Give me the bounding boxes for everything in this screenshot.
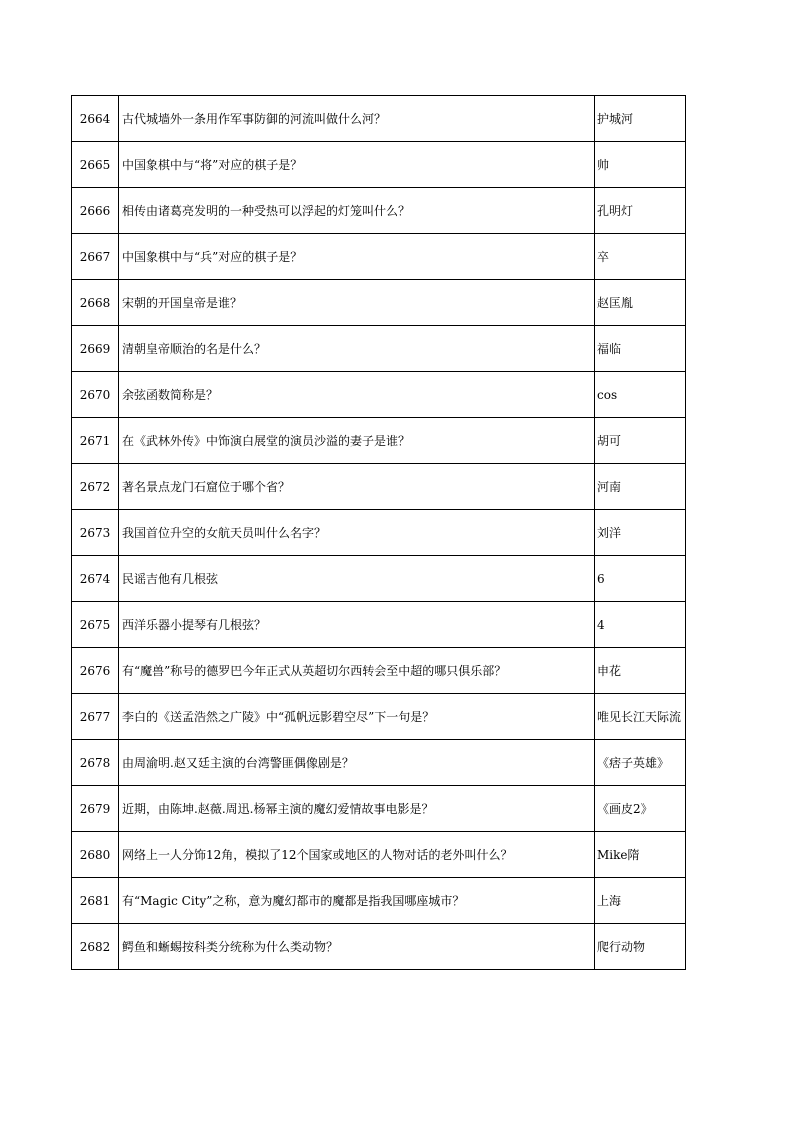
table-row [72,188,686,234]
question-cell: 有“魔兽”称号的德罗巴今年正式从英超切尔西转会至中超的哪只俱乐部？ [119,648,595,694]
row-number: 2681 [72,878,119,924]
question-cell: 在《武林外传》中饰演白展堂的演员沙溢的妻子是谁？ [119,418,595,464]
answer-cell: 胡可 [595,418,686,464]
table-row [72,96,686,142]
row-number: 2666 [72,188,119,234]
row-number: 2671 [72,418,119,464]
table-row [72,878,686,924]
question-cell: 西洋乐器小提琴有几根弦？ [119,602,595,648]
row-number: 2672 [72,464,119,510]
question-cell: 李白的《送孟浩然之广陵》中“孤帆远影碧空尽”下一句是？ [119,694,595,740]
answer-cell: 上海 [595,878,686,924]
row-number: 2678 [72,740,119,786]
row-number: 2679 [72,786,119,832]
question-cell: 由周渝明.赵又廷主演的台湾警匪偶像剧是？ [119,740,595,786]
row-number: 2674 [72,556,119,602]
row-number: 2665 [72,142,119,188]
table-row [72,740,686,786]
row-number: 2677 [72,694,119,740]
table-row [72,648,686,694]
row-number: 2669 [72,326,119,372]
answer-cell: 帅 [595,142,686,188]
table-row [72,418,686,464]
table-row [72,602,686,648]
question-cell: 宋朝的开国皇帝是谁？ [119,280,595,326]
question-cell: 民谣吉他有几根弦 [119,556,595,602]
answer-cell: 《痞子英雄》 [595,740,686,786]
question-cell: 网络上一人分饰12角，模拟了12个国家或地区的人物对话的老外叫什么？ [119,832,595,878]
question-cell: 中国象棋中与“兵”对应的棋子是？ [119,234,595,280]
row-number: 2670 [72,372,119,418]
table-row [72,326,686,372]
row-number: 2675 [72,602,119,648]
row-number: 2682 [72,924,119,970]
answer-cell: 河南 [595,464,686,510]
table-row [72,924,686,970]
answer-cell: 爬行动物 [595,924,686,970]
question-cell: 余弦函数简称是？ [119,372,595,418]
question-cell: 近期，由陈坤.赵薇.周迅.杨幂主演的魔幻爱情故事电影是？ [119,786,595,832]
qa-table [71,95,686,970]
question-cell: 有“Magic City”之称，意为魔幻都市的魔都是指我国哪座城市？ [119,878,595,924]
question-cell: 鳄鱼和蜥蜴按科类分统称为什么类动物？ [119,924,595,970]
question-cell: 著名景点龙门石窟位于哪个省？ [119,464,595,510]
answer-cell: 4 [595,602,686,648]
row-number: 2668 [72,280,119,326]
question-cell: 古代城墙外一条用作军事防御的河流叫做什么河？ [119,96,595,142]
row-number: 2664 [72,96,119,142]
row-number: 2676 [72,648,119,694]
answer-cell: 卒 [595,234,686,280]
table-row [72,372,686,418]
table-row [72,694,686,740]
answer-cell: 唯见长江天际流 [595,694,686,740]
question-cell: 中国象棋中与“将”对应的棋子是？ [119,142,595,188]
answer-cell: cos [595,372,686,418]
qa-table-body [72,96,686,970]
answer-cell: 刘洋 [595,510,686,556]
table-row [72,832,686,878]
answer-cell: 孔明灯 [595,188,686,234]
answer-cell: 《画皮2》 [595,786,686,832]
table-row [72,142,686,188]
table-row [72,510,686,556]
table-row [72,234,686,280]
answer-cell: 护城河 [595,96,686,142]
answer-cell: 赵匡胤 [595,280,686,326]
table-row [72,464,686,510]
answer-cell: Mike隋 [595,832,686,878]
table-row [72,280,686,326]
answer-cell: 6 [595,556,686,602]
row-number: 2667 [72,234,119,280]
question-cell: 清朝皇帝顺治的名是什么？ [119,326,595,372]
table-row [72,786,686,832]
question-cell: 相传由诸葛亮发明的一种受热可以浮起的灯笼叫什么？ [119,188,595,234]
question-cell: 我国首位升空的女航天员叫什么名字？ [119,510,595,556]
table-row [72,556,686,602]
answer-cell: 申花 [595,648,686,694]
row-number: 2680 [72,832,119,878]
answer-cell: 福临 [595,326,686,372]
row-number: 2673 [72,510,119,556]
